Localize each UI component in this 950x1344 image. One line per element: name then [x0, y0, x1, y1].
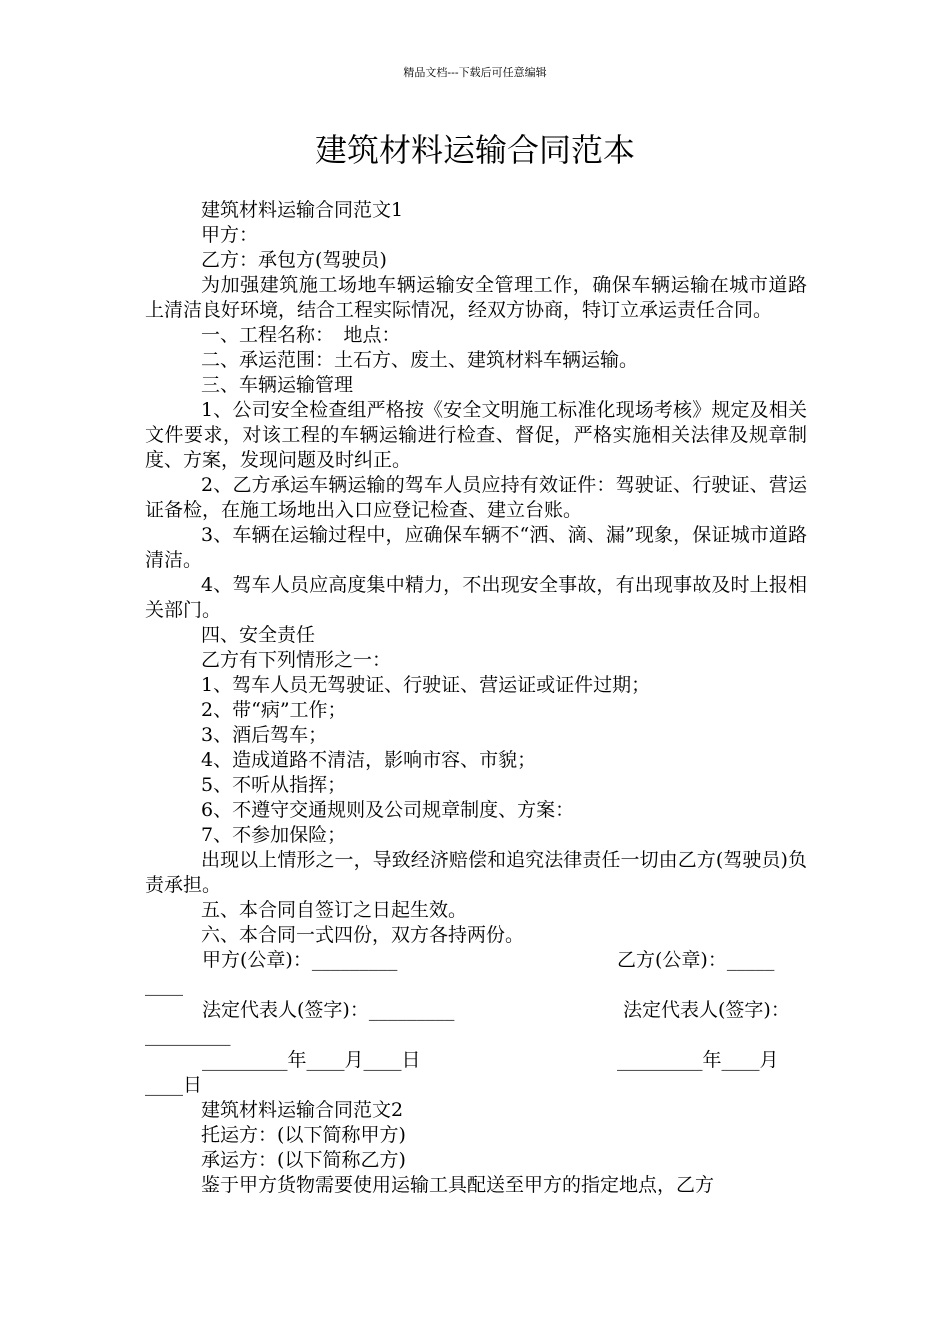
carrier-line: 承运方：(以下简称乙方) — [201, 1149, 406, 1171]
clause-item: 3、车辆在运输过程中，应确保车辆不“洒、滴、漏”现象，保证城市道路清洁。 — [145, 524, 807, 571]
representative-line-wrap: _________ — [145, 1024, 231, 1046]
clause-item: 3、酒后驾车； — [201, 724, 328, 746]
clause-item: 6、不遵守交通规则及公司规章制度、方案： — [201, 799, 575, 821]
clause-item: 1、驾车人员无驾驶证、行驶证、营运证或证件过期； — [201, 674, 651, 696]
clause-item: 4、驾车人员应高度集中精力，不出现安全事故，有出现事故及时上报相关部门。 — [145, 574, 807, 621]
clause-item: 2、带“病”工作； — [201, 699, 347, 721]
party-a-date: _________年____月____日 — [202, 1049, 421, 1071]
clause-effective: 五、本合同自签订之日起生效。 — [201, 899, 468, 921]
seal-line-wrap: ____ — [145, 974, 183, 996]
clause-vehicle-management: 三、车辆运输管理 — [201, 374, 354, 396]
party-a-representative: 法定代表人(签字)：_________ — [202, 999, 455, 1021]
document-title: 建筑材料运输合同范本 — [314, 131, 635, 169]
clause-item: 5、不听从指挥； — [201, 774, 347, 796]
clause-item: 乙方有下列情形之一： — [201, 649, 392, 671]
clause-copies: 六、本合同一式四份，双方各持两份。 — [201, 924, 525, 946]
preamble-paragraph: 为加强建筑施工场地车辆运输安全管理工作，确保车辆运输在城市道路上清洁良好环境，结合工程实际情况，经双方协商，特订立承运责任合同。 — [145, 274, 807, 321]
clause-item: 4、造成道路不清洁，影响市容、市貌； — [201, 749, 537, 771]
consignor-line: 托运方：(以下简称甲方) — [201, 1124, 406, 1146]
section-heading: 建筑材料运输合同范文2 — [201, 1099, 404, 1121]
preamble-paragraph: 鉴于甲方货物需要使用运输工具配送至甲方的指定地点，乙方 — [201, 1174, 715, 1196]
party-b-representative: 法定代表人(签字)： — [623, 999, 790, 1021]
clause-scope: 二、承运范围：土石方、废土、建筑材料车辆运输。 — [201, 349, 639, 371]
clause-safety-responsibility: 四、安全责任 — [201, 624, 316, 646]
clause-item: 1、公司安全检查组严格按《安全文明施工标准化现场考核》规定及相关文件要求，对该工程的车辆运输进行检查、督促，严格实施相关法律及规章制度、方案，发现问题及时纠正。 — [145, 399, 807, 471]
party-b-line: 乙方：承包方(驾驶员) — [201, 249, 387, 271]
date-line-wrap: ____日 — [145, 1074, 203, 1096]
page-header: 精品文档---下载后可任意编辑 — [403, 66, 547, 79]
contract-body — [145, 198, 807, 1198]
section-heading: 建筑材料运输合同范文1 — [201, 199, 404, 221]
clause-liability: 出现以上情形之一，导致经济赔偿和追究法律责任一切由乙方(驾驶员)负责承担。 — [145, 849, 807, 896]
seal-row — [145, 948, 807, 998]
party-b-seal: 乙方(公章)：_____ — [617, 949, 775, 971]
clause-item: 7、不参加保险； — [201, 824, 347, 846]
clause-item: 2、乙方承运车辆运输的驾车人员应持有效证件：驾驶证、行驶证、营运证备检，在施工场地出入口应登记检查、建立台账。 — [145, 474, 807, 521]
party-a-line: 甲方： — [201, 224, 259, 246]
date-row — [145, 1048, 807, 1098]
representative-row — [145, 998, 807, 1048]
clause-project-name: 一、工程名称： 地点： — [201, 324, 401, 346]
party-a-seal: 甲方(公章)：_________ — [202, 949, 398, 971]
party-b-date: _________年____月 — [617, 1049, 779, 1071]
